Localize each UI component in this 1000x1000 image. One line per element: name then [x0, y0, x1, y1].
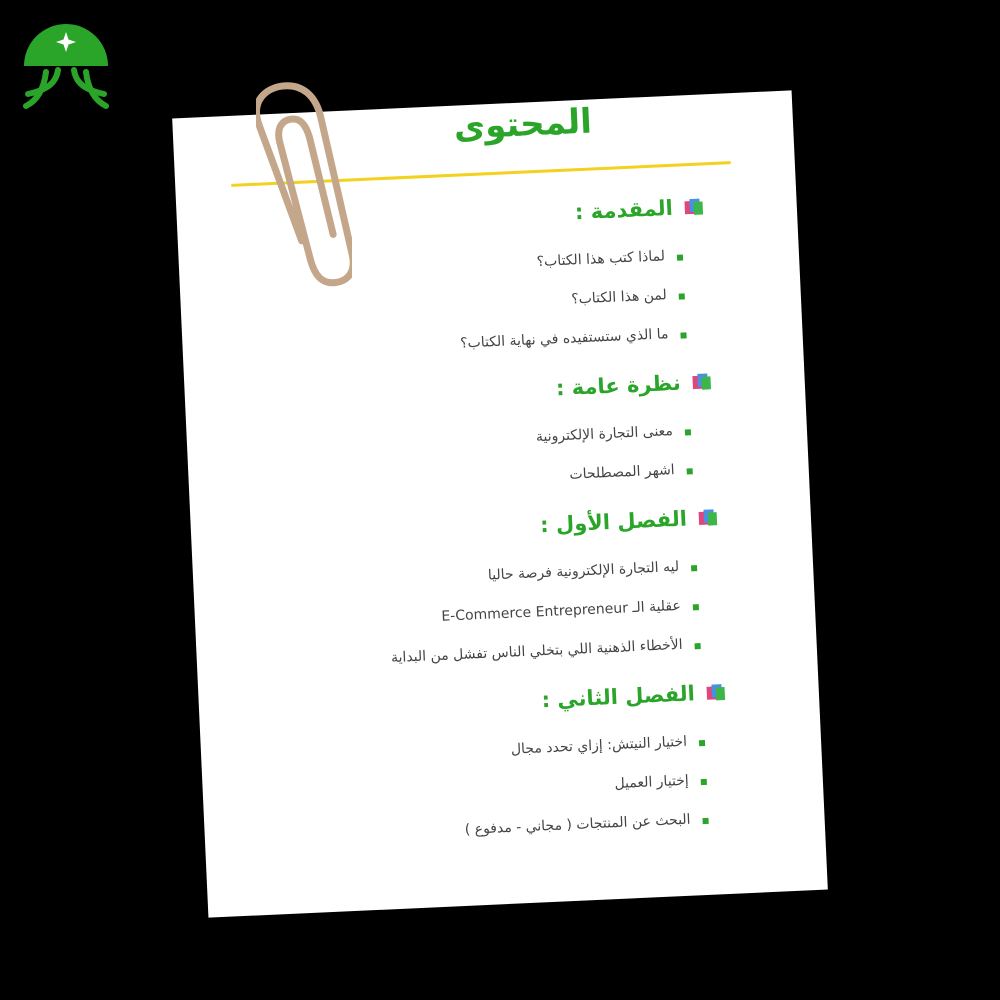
list-item-text: اختيار النيتش: إزاي تحدد مجال [510, 733, 688, 758]
books-icon [704, 682, 727, 703]
section-header [225, 369, 714, 415]
section-title: الفصل الأول : [539, 506, 688, 538]
list-item-text: البحث عن المنتجات ( مجاني - مدفوع ) [464, 811, 691, 838]
section-chapter-two [239, 680, 734, 859]
bullet-icon [679, 293, 685, 299]
list-item-text: ليه التجارة الإلكترونية فرصة حاليا [487, 558, 680, 584]
books-icon [696, 507, 719, 528]
bullet-icon [702, 817, 708, 823]
section-item-list [226, 409, 717, 509]
list-item-text: لمن هذا الكتاب؟ [570, 286, 668, 308]
section-title: نظرة عامة : [555, 370, 682, 401]
section-title: المقدمة : [574, 195, 674, 225]
section-header [239, 680, 728, 726]
list-item-text: الأخطاء الذهنية اللي بتخلي الناس تفشل من البداية [390, 636, 683, 666]
bullet-icon [694, 643, 700, 649]
section-item-list [241, 720, 734, 859]
bullet-icon [693, 604, 699, 610]
table-of-contents [217, 194, 734, 876]
bullet-icon [680, 332, 686, 338]
section-header [231, 505, 720, 551]
list-item-text: معنى التجارة الإلكترونية [535, 422, 674, 445]
section-title: الفصل الثاني : [541, 681, 696, 713]
list-item-text: عقلية الـ E-Commerce Entrepreneur [441, 597, 682, 625]
section-chapter-one [231, 505, 726, 684]
paperclip-icon [256, 80, 352, 290]
bullet-icon [677, 254, 683, 260]
section-item-list [233, 545, 726, 684]
list-item-text: لماذا كتب هذا الكتاب؟ [536, 247, 666, 270]
bullet-icon [687, 468, 693, 474]
bullet-icon [685, 429, 691, 435]
section-overview [225, 369, 718, 509]
logo-icon [22, 20, 110, 110]
books-icon [682, 196, 705, 217]
list-item-text: إختيار العميل [614, 772, 690, 792]
bullet-icon [701, 778, 707, 784]
list-item-text: ما الذي ستستفيده في نهاية الكتاب؟ [459, 325, 669, 352]
list-item-text: اشهر المصطلحات [569, 461, 675, 483]
bullet-icon [699, 739, 705, 745]
page-title: المحتوى [452, 101, 593, 148]
books-icon [690, 371, 713, 392]
bullet-icon [691, 565, 697, 571]
